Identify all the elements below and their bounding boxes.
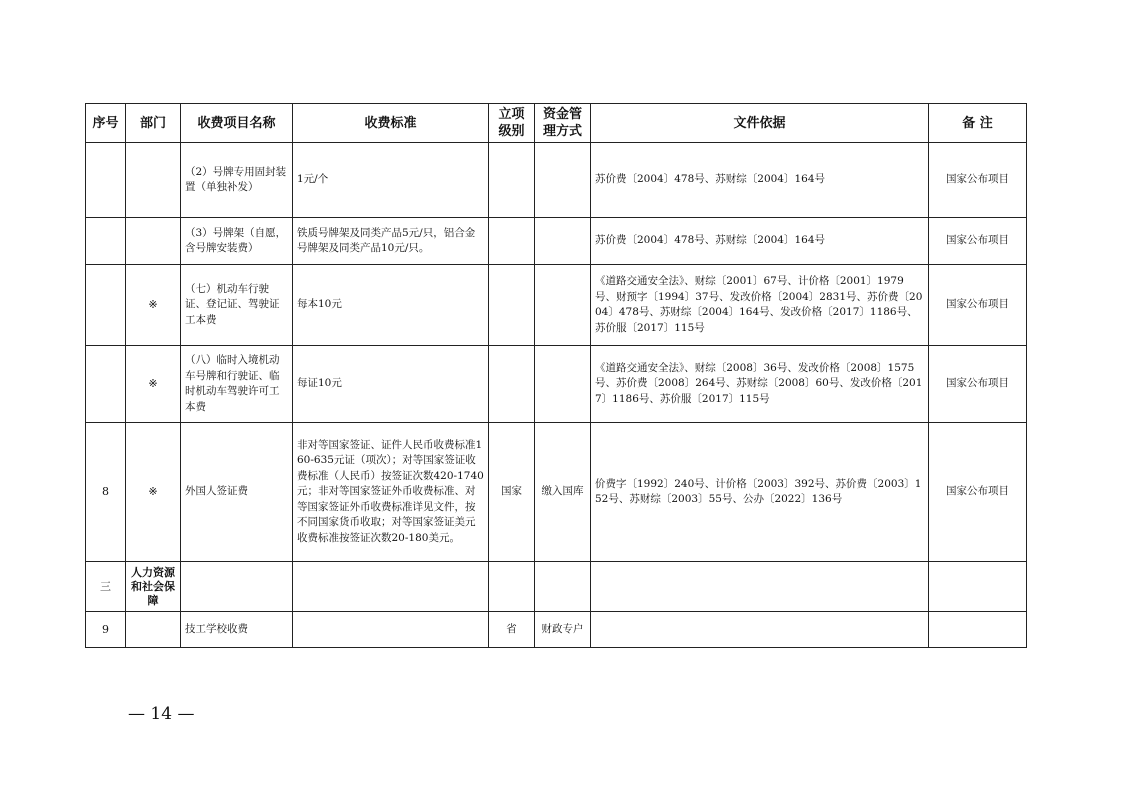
cell-item: （七）机动车行驶证、登记证、驾驶证工本费: [181, 265, 293, 346]
cell-basis: [591, 612, 929, 648]
cell-item: 外国人签证费: [181, 423, 293, 562]
cell-standard: [293, 612, 489, 648]
cell-level: [489, 265, 535, 346]
cell-item: （2）号牌专用固封装置（单独补发）: [181, 143, 293, 218]
cell-item: [181, 562, 293, 612]
cell-remark: 国家公布项目: [929, 143, 1027, 218]
cell-remark: 国家公布项目: [929, 265, 1027, 346]
cell-level: 省: [489, 612, 535, 648]
cell-seq: [86, 265, 126, 346]
cell-standard: [293, 562, 489, 612]
header-basis: 文件依据: [591, 104, 929, 143]
cell-level: [489, 562, 535, 612]
cell-dept: [126, 218, 181, 265]
cell-item: （3）号牌架（自愿，含号牌安装费）: [181, 218, 293, 265]
cell-item: （八）临时入境机动车号牌和行驶证、临时机动车驾驶许可工本费: [181, 346, 293, 423]
cell-level: [489, 218, 535, 265]
cell-basis: 价费字〔1992〕240号、计价格〔2003〕392号、苏价费〔2003〕152号、苏财综〔2003〕55号、公办〔2022〕136号: [591, 423, 929, 562]
cell-fund: [535, 265, 591, 346]
cell-dept: 人力资源和社会保障: [126, 562, 181, 612]
cell-seq: 8: [86, 423, 126, 562]
cell-basis: [591, 562, 929, 612]
header-item: 收费项目名称: [181, 104, 293, 143]
cell-fund: [535, 218, 591, 265]
cell-remark: [929, 562, 1027, 612]
cell-basis: 《道路交通安全法》、财综〔2008〕36号、发改价格〔2008〕1575号、苏价费〔2008〕264号、苏财综〔2008〕60号、发改价格〔2017〕1186号、苏价服〔2017〕115号: [591, 346, 929, 423]
cell-item: 技工学校收费: [181, 612, 293, 648]
cell-standard: 1元/个: [293, 143, 489, 218]
cell-seq: [86, 218, 126, 265]
cell-fund: [535, 562, 591, 612]
table-row: [86, 612, 1027, 648]
cell-standard: 每证10元: [293, 346, 489, 423]
cell-dept: [126, 143, 181, 218]
cell-remark: 国家公布项目: [929, 346, 1027, 423]
header-standard: 收费标准: [293, 104, 489, 143]
cell-dept: ※: [126, 423, 181, 562]
cell-standard: 非对等国家签证、证件人民币收费标准160-635元证（项次）；对等国家签证收费标准（人民币）按签证次数420-1740元；非对等国家签证外币收费标准、对等国家签证外币收费标准详见文件，按不同国家货币收取；对等国家签证美元收费标准按签证次数20-180美元。: [293, 423, 489, 562]
fee-table: [85, 103, 1027, 648]
cell-fund: 财政专户: [535, 612, 591, 648]
header-dept: 部门: [126, 104, 181, 143]
cell-remark: [929, 612, 1027, 648]
cell-dept: ※: [126, 265, 181, 346]
page-number: — 14 —: [128, 704, 195, 724]
cell-remark: 国家公布项目: [929, 218, 1027, 265]
table-row: [86, 562, 1027, 612]
header-remark: 备 注: [929, 104, 1027, 143]
cell-seq: 三: [86, 562, 126, 612]
cell-fund: [535, 143, 591, 218]
cell-basis: 苏价费〔2004〕478号、苏财综〔2004〕164号: [591, 218, 929, 265]
cell-level: [489, 143, 535, 218]
cell-seq: 9: [86, 612, 126, 648]
cell-standard: 铁质号牌架及同类产品5元/只，铝合金号牌架及同类产品10元/只。: [293, 218, 489, 265]
cell-fund: 缴入国库: [535, 423, 591, 562]
cell-basis: 苏价费〔2004〕478号、苏财综〔2004〕164号: [591, 143, 929, 218]
cell-remark: 国家公布项目: [929, 423, 1027, 562]
header-level: 立项级别: [489, 104, 535, 143]
header-fund: 资金管理方式: [535, 104, 591, 143]
cell-seq: [86, 143, 126, 218]
table-row: [86, 346, 1027, 423]
table-header-row: [86, 104, 1027, 143]
cell-seq: [86, 346, 126, 423]
cell-level: 国家: [489, 423, 535, 562]
cell-dept: [126, 612, 181, 648]
cell-level: [489, 346, 535, 423]
table-row: [86, 265, 1027, 346]
cell-standard: 每本10元: [293, 265, 489, 346]
table-row: [86, 218, 1027, 265]
header-seq: 序号: [86, 104, 126, 143]
cell-fund: [535, 346, 591, 423]
table-row: [86, 143, 1027, 218]
cell-basis: 《道路交通安全法》、财综〔2001〕67号、计价格〔2001〕1979号、财预字〔1994〕37号、发改价格〔2004〕2831号、苏价费〔2004〕478号、苏财综〔2004〕164号、发改价格〔2017〕1186号、苏价服〔2017〕115号: [591, 265, 929, 346]
table-row: [86, 423, 1027, 562]
cell-dept: ※: [126, 346, 181, 423]
